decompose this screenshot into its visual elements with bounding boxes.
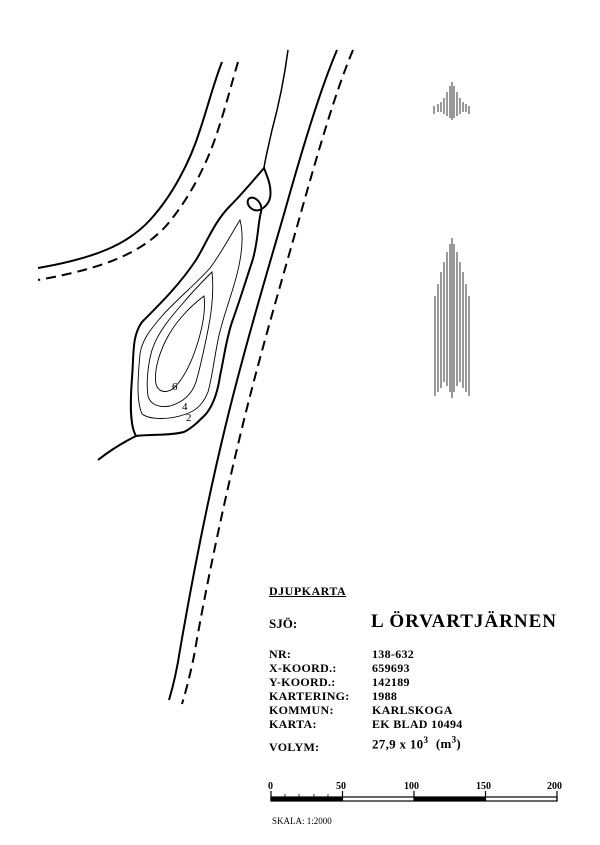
inlet-stream (264, 50, 288, 168)
field-volym-value (372, 736, 461, 750)
outlet-stream (98, 436, 136, 460)
scale-bar (271, 791, 557, 801)
depth-label-6: 6 (172, 381, 178, 393)
field-ykoord-key: Y-KOORD.: (269, 675, 336, 689)
field-kartering-value: 1988 (372, 689, 398, 703)
volym-number: 27,9 x 10 (372, 736, 424, 752)
volym-exponent: 3 (423, 735, 429, 745)
scale-tick-50: 50 (336, 781, 346, 792)
volym-unit (436, 736, 461, 751)
field-volym-key: VOLYM: (269, 740, 320, 754)
depth-contour-2m (138, 220, 242, 419)
scale-tick-200: 200 (547, 781, 562, 792)
field-xkoord-value: 659693 (372, 661, 410, 675)
field-kommun-key: KOMMUN: (269, 703, 334, 717)
depth-label-2: 2 (186, 412, 192, 424)
scale-tick-0: 0 (268, 781, 273, 792)
map-title: DJUPKARTA (269, 584, 347, 598)
road-upper-solid-edge (38, 62, 222, 268)
scale-note: SKALA: 1:2000 (272, 816, 332, 826)
field-nr-key: NR: (269, 647, 292, 661)
field-xkoord-key: X-KOORD.: (269, 661, 337, 675)
field-karta-value: EK BLAD 10494 (372, 717, 463, 731)
lake-key: SJÖ: (269, 616, 298, 631)
field-ykoord-value: 142189 (372, 675, 410, 689)
volym-unit-close: ) (456, 736, 462, 752)
field-nr-value: 138-632 (372, 647, 415, 661)
road-upper-dashed-edge (38, 62, 238, 280)
north-arrow-icon (434, 82, 469, 398)
scale-tick-150: 150 (476, 781, 491, 792)
field-karta-key: KARTA: (269, 717, 317, 731)
volym-unit-exponent: 3 (451, 735, 457, 745)
field-kommun-value: KARLSKOGA (372, 703, 453, 717)
volym-unit-open: (m (435, 736, 452, 752)
field-kartering-key: KARTERING: (269, 689, 350, 703)
scale-tick-100: 100 (404, 781, 419, 792)
depth-label-4: 4 (182, 401, 188, 413)
lake-name: L ÖRVARTJÄRNEN (371, 611, 557, 632)
